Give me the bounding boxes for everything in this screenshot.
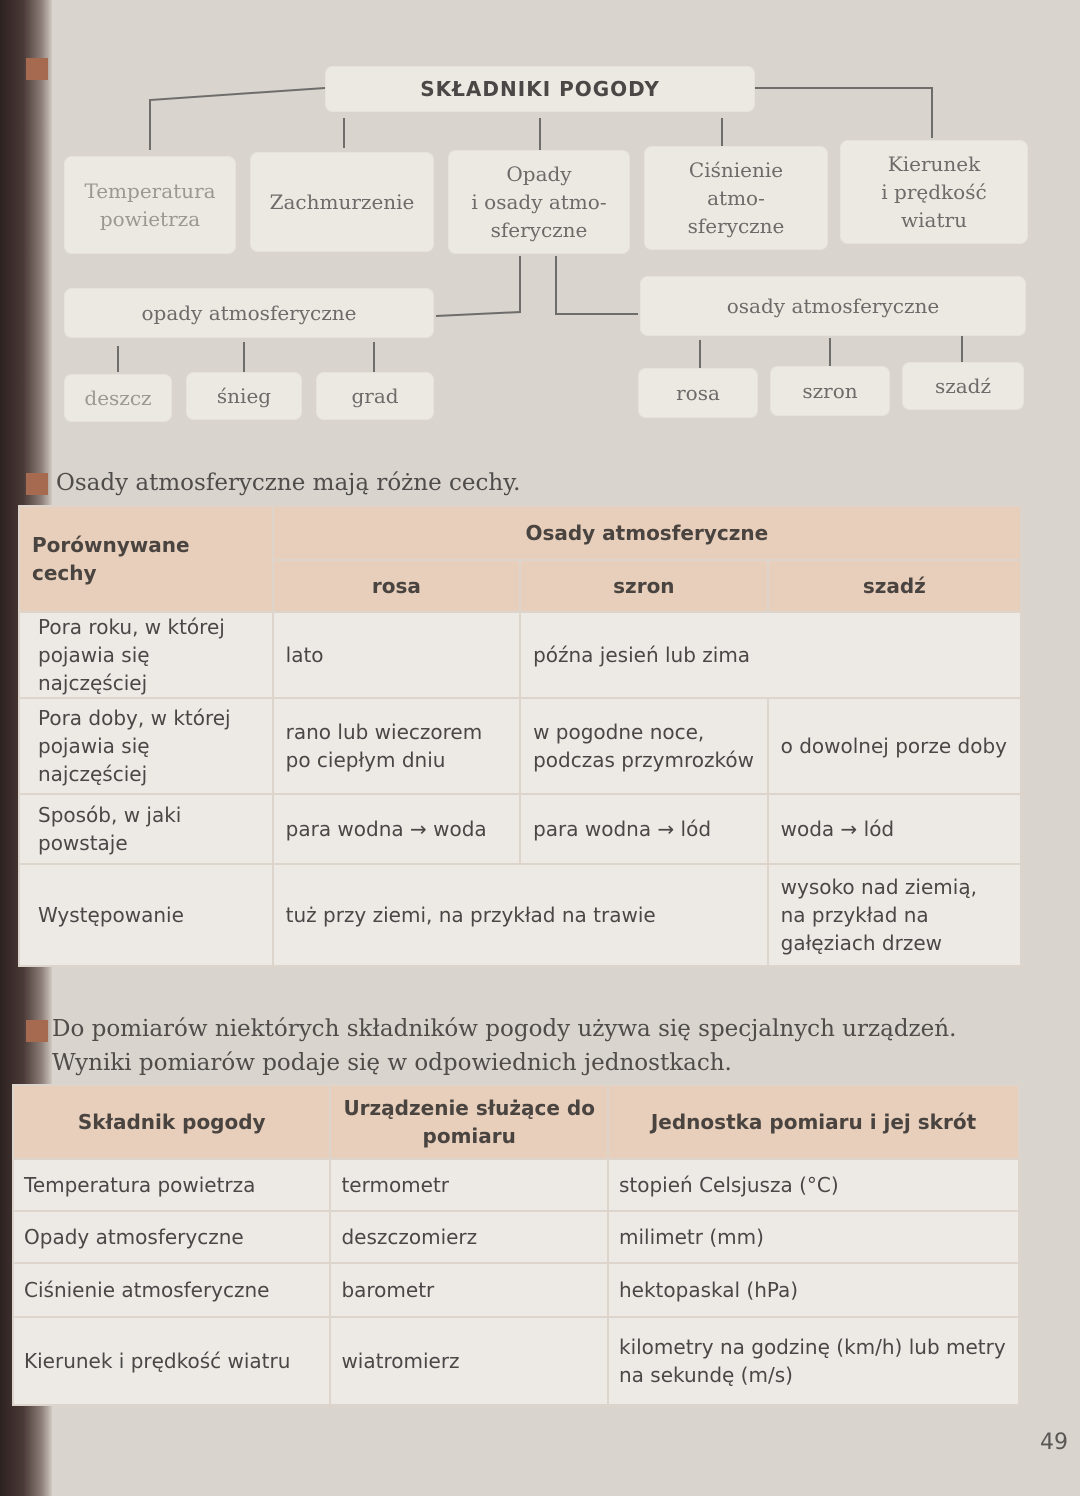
row-feature: Występowanie (19, 864, 273, 966)
table-cell: lato (273, 612, 520, 698)
osady-item-rosa: rosa (638, 368, 758, 418)
table-cell: termometr (330, 1159, 608, 1211)
table-cell: Temperatura powietrza (13, 1159, 330, 1211)
table-cell: kilometry na godzinę (km/h) lub metry na sekundę (m/s) (608, 1317, 1019, 1405)
table-cell: deszczomierz (330, 1211, 608, 1263)
component-wind: Kierunek i prędkość wiatru (840, 140, 1028, 244)
column-header: Składnik pogody (13, 1085, 330, 1159)
component-temperature: Temperatura powietrza (64, 156, 236, 254)
row-feature: Sposób, w jaki powstaje (19, 794, 273, 864)
row-feature: Pora roku, w której pojawia się najczęściej (19, 612, 273, 698)
section2-heading: Do pomiarów niektórych składników pogody używa się specjalnych urządzeń. Wyniki pomiarów podaje się w odpowiednich jednostkach. (52, 1016, 957, 1076)
table-cell: para wodna → lód (520, 794, 768, 864)
table-cell: tuż przy ziemi, na przykład na trawie (273, 864, 768, 966)
component-pressure: Ciśnienie atmo- sferyczne (644, 146, 828, 250)
opady-item-deszcz: deszcz (64, 374, 172, 422)
measurement-table (12, 1084, 1020, 1406)
table-row (13, 1263, 1019, 1317)
table-cell: para wodna → woda (273, 794, 520, 864)
table-row (13, 1317, 1019, 1405)
table-cell: stopień Celsjusza (°C) (608, 1159, 1019, 1211)
column-header: szron (520, 560, 768, 612)
opady-label: opady atmosferyczne (64, 288, 434, 338)
section-marker (26, 473, 48, 495)
row-feature: Pora doby, w której pojawia się najczęściej (19, 698, 273, 794)
page-number: 49 (1040, 1430, 1068, 1455)
feature-header: Porównywane cechy (19, 506, 273, 612)
section1-heading: Osady atmosferyczne mają różne cechy. (56, 470, 521, 496)
column-header: rosa (273, 560, 520, 612)
table-cell: Opady atmosferyczne (13, 1211, 330, 1263)
column-header: Jednostka pomiaru i jej skrót (608, 1085, 1019, 1159)
osady-label: osady atmosferyczne (640, 276, 1026, 336)
column-header: szadź (768, 560, 1021, 612)
table-cell: rano lub wieczorem po ciepłym dniu (273, 698, 520, 794)
table-cell: wiatromierz (330, 1317, 608, 1405)
group-header: Osady atmosferyczne (273, 506, 1021, 560)
table-cell: woda → lód (768, 794, 1021, 864)
osady-item-szadz: szadź (902, 362, 1024, 410)
table-row (19, 864, 1021, 966)
diagram-title: SKŁADNIKI POGODY (325, 66, 755, 112)
table-row (13, 1211, 1019, 1263)
table-cell: w pogodne noce, podczas przymrozków (520, 698, 768, 794)
table-cell: milimetr (mm) (608, 1211, 1019, 1263)
section-marker (26, 1020, 48, 1042)
table-cell: barometr (330, 1263, 608, 1317)
component-precipitation: Opady i osady atmo- sferyczne (448, 150, 630, 254)
table-cell: hektopaskal (hPa) (608, 1263, 1019, 1317)
column-header: Urządzenie służące do pomiaru (330, 1085, 608, 1159)
table-row (19, 612, 1021, 698)
table-row (19, 698, 1021, 794)
component-cloudiness: Zachmurzenie (250, 152, 434, 252)
table-cell: Ciśnienie atmosferyczne (13, 1263, 330, 1317)
table-cell: późna jesień lub zima (520, 612, 1021, 698)
opady-item-grad: grad (316, 372, 434, 420)
table-row (13, 1159, 1019, 1211)
table-cell: o dowolnej porze doby (768, 698, 1021, 794)
table-cell: wysoko nad ziemią, na przykład na gałęziach drzew (768, 864, 1021, 966)
osady-table (18, 505, 1022, 967)
osady-item-szron: szron (770, 366, 890, 416)
table-cell: Kierunek i prędkość wiatru (13, 1317, 330, 1405)
table-row (19, 794, 1021, 864)
opady-item-snieg: śnieg (186, 372, 302, 420)
